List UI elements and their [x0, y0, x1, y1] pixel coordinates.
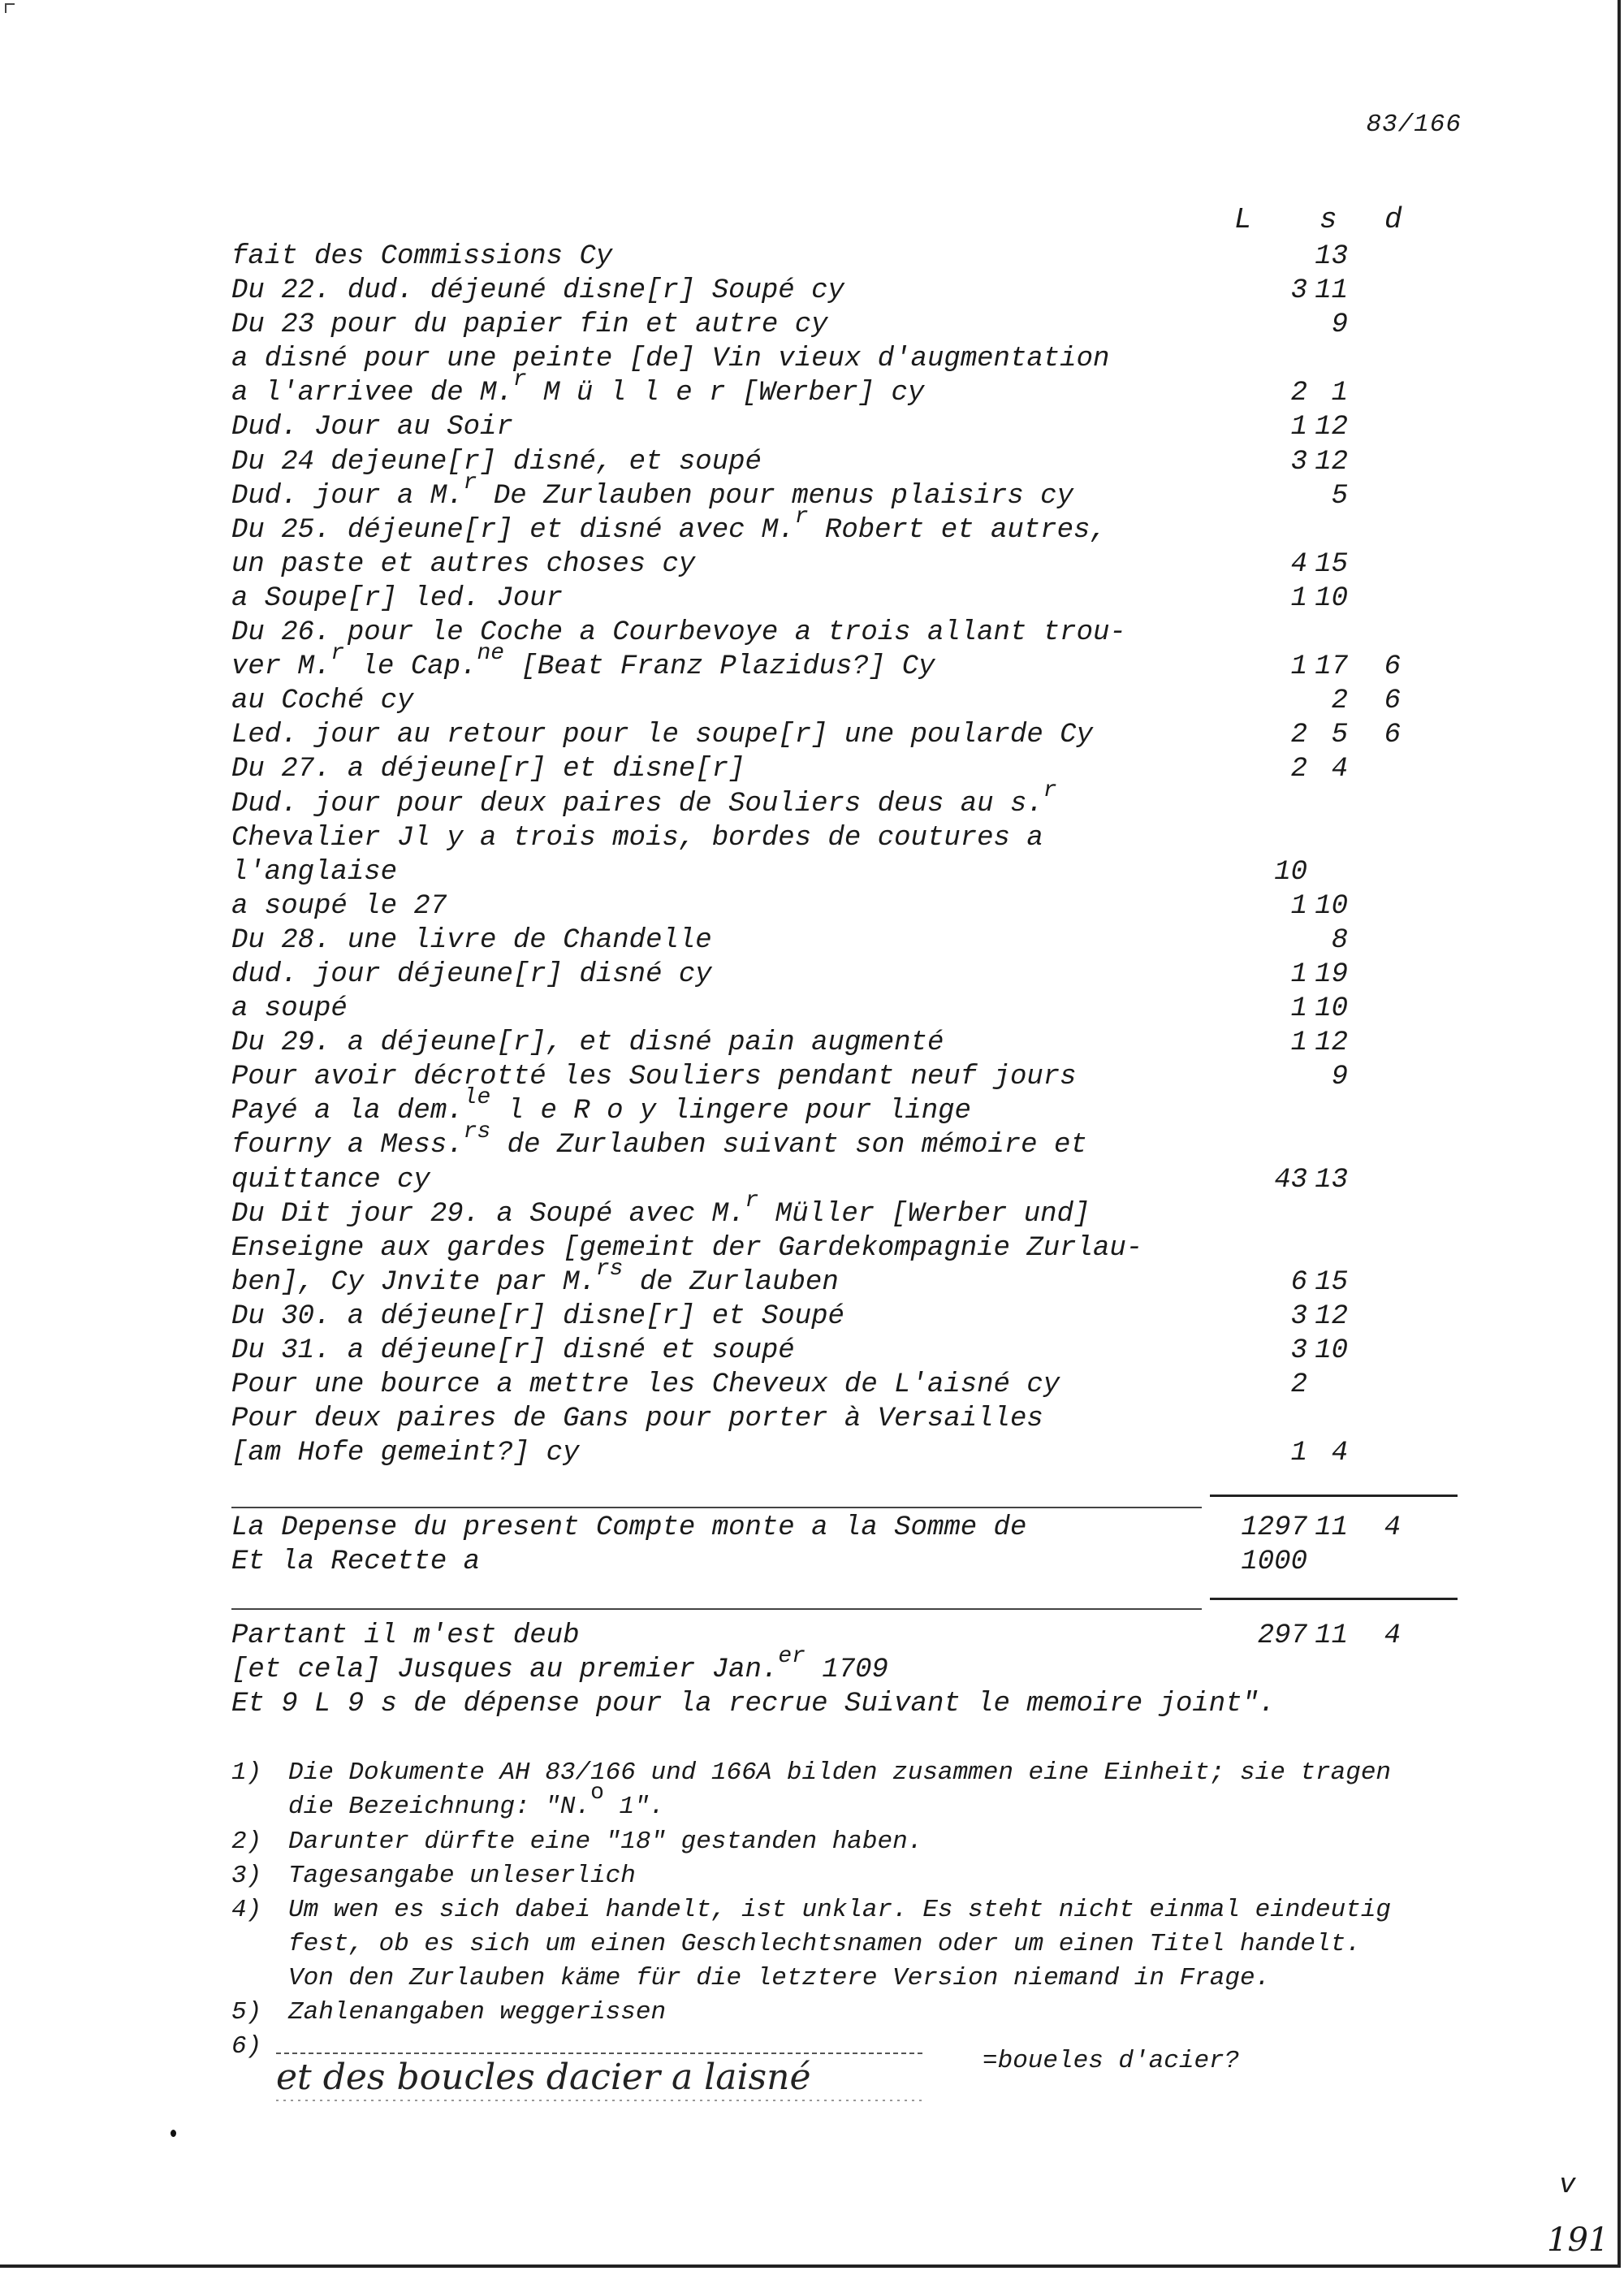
description-text: [Beat Franz Plazidus?] Cy — [504, 651, 935, 683]
ledger-description — [231, 583, 563, 614]
ledger-description — [231, 1062, 1077, 1092]
ledger-row — [231, 344, 1498, 378]
ledger-description — [231, 1301, 844, 1332]
description-text: l e R o y lingere pour linge — [490, 1096, 971, 1127]
ledger-description — [231, 241, 612, 272]
sum-rule-left-top — [231, 1507, 1202, 1508]
ledger-row — [231, 309, 1498, 344]
sum-rule-left-bottom — [231, 1608, 1202, 1610]
ledger-row — [231, 447, 1498, 481]
ledger-description — [231, 1256, 839, 1298]
livres-value: 2 — [1290, 754, 1307, 785]
footnote-number: 1) — [231, 1758, 262, 1787]
description-text: ver M. — [231, 651, 331, 683]
ledger-description — [231, 412, 513, 443]
header-sols: s — [1320, 203, 1337, 236]
sols-value: 5 — [1331, 480, 1348, 512]
description-text: de Zurlauben — [623, 1266, 839, 1298]
ledger-description — [231, 925, 712, 956]
livres-value: 4 — [1290, 548, 1307, 580]
ledger-description — [231, 447, 762, 478]
sols-value: 4 — [1331, 1438, 1348, 1469]
ledger-description — [231, 367, 925, 409]
sols-value: 1 — [1331, 378, 1348, 409]
sols-value: 19 — [1315, 958, 1348, 990]
superscript: r — [463, 469, 477, 495]
ledger-row — [231, 1062, 1498, 1096]
livres-value: 1 — [1290, 993, 1307, 1025]
ledger-description — [231, 275, 844, 306]
description-text: Dud. jour pour deux paires de Souliers deus au s. — [231, 788, 1043, 820]
ledger-row — [231, 241, 1498, 275]
ledger-description — [231, 891, 447, 922]
footnote-text: Die Dokumente AH 83/166 und 166A bilden zusammen eine Einheit; sie tragen — [288, 1758, 1392, 1787]
ledger-row — [231, 469, 1498, 515]
sols-value: 13 — [1315, 241, 1348, 272]
footnote-line — [231, 1927, 1531, 1962]
description-text: Enseigne aux gardes [gemeint der Gardekompagnie Zurlau- — [231, 1232, 1143, 1264]
description-text: Du 24 dejeune[r] disné, et soupé — [231, 446, 762, 478]
description-text: a soupé — [231, 993, 348, 1025]
livres-value: 1 — [1290, 651, 1307, 683]
ledger-row — [231, 1438, 1498, 1472]
ledger-description — [231, 469, 1073, 512]
footnote-text: Zahlenangaben weggerissen — [288, 1998, 667, 2027]
superscript: r — [330, 641, 345, 667]
sols-value: 10 — [1315, 582, 1348, 614]
ledger-row — [231, 275, 1498, 309]
pencil-page-number: 191 — [1547, 2221, 1609, 2259]
livres-value: 1 — [1290, 1438, 1307, 1469]
sum-rule-bottom — [1210, 1598, 1458, 1600]
superscript: r — [512, 367, 527, 393]
description-text: De Zurlauben pour menus plaisirs cy — [477, 480, 1073, 512]
description-text: a l'arrivee de M. — [231, 378, 513, 409]
description-text: Du Dit jour 29. a Soupé avec M. — [231, 1198, 745, 1230]
footnote-line — [231, 1996, 1531, 2030]
description-text: Led. jour au retour pour le soupe[r] une poularde Cy — [231, 720, 1093, 751]
description-text: de Zurlauben suivant son mémoire et — [490, 1130, 1087, 1161]
sols-value: 12 — [1315, 1300, 1348, 1332]
footnote-text: Von den Zurlauben käme für die letztere Version niemand in Frage. — [288, 1964, 1271, 1992]
sols-value: 13 — [1315, 1164, 1348, 1196]
ledger-row — [231, 549, 1498, 583]
description-text: Du 28. une livre de Chandelle — [231, 924, 712, 956]
description-text: quittance cy — [231, 1164, 430, 1196]
livres-value: 2 — [1290, 1369, 1307, 1401]
depense-livres: 1297 — [1241, 1512, 1307, 1543]
sols-value: 2 — [1331, 686, 1348, 717]
livres-value: 1 — [1290, 582, 1307, 614]
ledger-row — [231, 641, 1498, 686]
sols-value: 10 — [1315, 890, 1348, 922]
ledger-description — [231, 1085, 971, 1127]
recette-label: Et la Recette a — [231, 1546, 481, 1577]
footnote-number: 4) — [231, 1896, 262, 1924]
footnote-line — [231, 1962, 1531, 1996]
description-text: Dud. jour a M. — [231, 480, 464, 512]
livres-value: 3 — [1290, 1300, 1307, 1332]
margin-tick: v — [1559, 2170, 1576, 2201]
ledger-row — [231, 1085, 1498, 1130]
footnote-line — [231, 1756, 1531, 1790]
description-text: fourny a Mess. — [231, 1130, 464, 1161]
totals-block — [231, 1512, 1498, 1581]
recette-row — [231, 1546, 1498, 1581]
partant-sols: 11 — [1315, 1620, 1348, 1651]
ledger-row — [231, 993, 1498, 1027]
superscript: ne — [477, 641, 505, 667]
footnote-line — [231, 1893, 1531, 1927]
description-text: l'anglaise — [231, 856, 398, 888]
description-text: Pour deux paires de Gans pour porter à Versailles — [231, 1404, 1043, 1435]
ledger-row — [231, 857, 1498, 891]
description-text: Müller [Werber und] — [758, 1198, 1091, 1230]
description-text: Du 25. déjeune[r] et disné avec M. — [231, 514, 795, 546]
ledger-row — [231, 891, 1498, 925]
ledger-row — [231, 686, 1498, 720]
ledger-row — [231, 1301, 1498, 1335]
superscript: o — [590, 1780, 604, 1806]
ledger-description — [231, 1404, 1043, 1434]
sols-value: 15 — [1315, 1266, 1348, 1298]
livres-value: 1 — [1290, 412, 1307, 443]
sols-value: 10 — [1315, 1335, 1348, 1366]
livres-value: 10 — [1274, 856, 1307, 888]
description-text: Chevalier Jl y a trois mois, bordes de coutures a — [231, 822, 1043, 854]
superscript: r — [745, 1187, 759, 1213]
description-text: Payé a la dem. — [231, 1096, 464, 1127]
ledger-description — [231, 309, 828, 340]
recette-livres: 1000 — [1241, 1546, 1307, 1577]
description-text: ben], Cy Jnvite par M. — [231, 1266, 596, 1298]
stray-mark — [171, 2130, 176, 2137]
ledger-row — [231, 720, 1498, 754]
recrue-label: Et 9 L 9 s de dépense pour la recrue Suivant le memoire joint". — [231, 1689, 1276, 1719]
livres-value: 1 — [1290, 958, 1307, 990]
ledger-row — [231, 1187, 1498, 1233]
description-text: Du 22. dud. déjeuné disne[r] Soupé cy — [231, 275, 844, 307]
depense-row — [231, 1512, 1498, 1546]
sols-value: 10 — [1315, 993, 1348, 1025]
ledger-description — [231, 504, 1107, 546]
ledger-table — [231, 241, 1498, 1472]
partant-livres: 297 — [1257, 1620, 1307, 1651]
ledger-description — [231, 617, 1126, 648]
recrue-row — [231, 1689, 1498, 1723]
description-text: Du 26. pour le Coche a Courbevoye a trois allant trou- — [231, 617, 1126, 649]
ledger-description — [231, 754, 745, 785]
ledger-description — [231, 549, 695, 580]
ledger-description — [231, 1369, 1060, 1400]
superscript: r — [794, 504, 809, 530]
partant-label: Partant il m'est deub — [231, 1620, 580, 1651]
description-text: Robert et autres, — [808, 514, 1107, 546]
description-text: Pour avoir décrotté les Souliers pendant neuf jours — [231, 1062, 1077, 1093]
description-text: Du 31. a déjeune[r] disné et soupé — [231, 1335, 795, 1366]
superscript: r — [1043, 777, 1057, 803]
footnote-text: die Bezeichnung: "N. — [288, 1793, 591, 1821]
superscript: rs — [595, 1256, 624, 1282]
ledger-row — [231, 754, 1498, 788]
ledger-row — [231, 583, 1498, 617]
livres-value: 3 — [1290, 275, 1307, 307]
depense-label: La Depense du present Compte monte a la Somme de — [231, 1512, 1027, 1543]
footnote-number: 5) — [231, 1998, 262, 2027]
livres-value: 1 — [1290, 1027, 1307, 1059]
ledger-row — [231, 1233, 1498, 1267]
header-deniers: d — [1384, 203, 1402, 236]
sum-rule-top — [1210, 1495, 1458, 1497]
ledger-description — [231, 823, 1043, 854]
ledger-description — [231, 1187, 1091, 1230]
ledger-description — [231, 641, 935, 683]
ledger-description — [231, 344, 1109, 374]
deniers-value: 6 — [1384, 720, 1401, 751]
cela-superscript: er — [778, 1644, 806, 1669]
ledger-row — [231, 823, 1498, 857]
corner-mark — [5, 3, 15, 13]
description-text: le Cap. — [344, 651, 477, 683]
ledger-row — [231, 1119, 1498, 1164]
description-text: fait des Commissions Cy — [231, 241, 613, 272]
sols-value: 17 — [1315, 651, 1348, 683]
superscript: rs — [463, 1119, 491, 1145]
description-text: Du 27. a déjeune[r] et disne[r] — [231, 754, 745, 785]
footnote-text: fest, ob es sich um einen Geschlechtsnamen oder um einen Titel handelt. — [288, 1930, 1361, 1958]
depense-deniers: 4 — [1384, 1512, 1401, 1543]
ledger-description — [231, 1438, 579, 1469]
ledger-description — [231, 720, 1093, 751]
ledger-row — [231, 504, 1498, 549]
livres-value: 3 — [1290, 1335, 1307, 1366]
livres-value: 43 — [1274, 1164, 1307, 1196]
ledger-description — [231, 1335, 795, 1366]
livres-value: 2 — [1290, 720, 1307, 751]
depense-sols: 11 — [1315, 1512, 1348, 1543]
cela-label: [et cela] Jusques au premier Jan. — [231, 1655, 779, 1685]
sols-value: 4 — [1331, 754, 1348, 785]
ledger-row — [231, 1256, 1498, 1301]
footnote-text: Um wen es sich dabei handelt, ist unklar. Es steht nicht einmal eindeutig — [288, 1896, 1392, 1924]
footnote-text: Tagesangabe unleserlich — [288, 1862, 636, 1890]
livres-value: 1 — [1290, 890, 1307, 922]
handwritten-snippet-text: et des boucles dacier a laisné — [276, 2057, 811, 2098]
sols-value: 11 — [1315, 275, 1348, 307]
sols-value: 9 — [1331, 309, 1348, 341]
deniers-value: 6 — [1384, 651, 1401, 683]
ledger-description — [231, 686, 413, 716]
sols-value: 9 — [1331, 1062, 1348, 1093]
description-text: Du 30. a déjeune[r] disne[r] et Soupé — [231, 1300, 844, 1332]
ledger-row — [231, 1404, 1498, 1438]
footnote-line — [231, 1859, 1531, 1893]
description-text: Dud. Jour au Soir — [231, 412, 513, 443]
footnote-number: 6) — [231, 2032, 262, 2061]
sols-value: 12 — [1315, 412, 1348, 443]
ledger-row — [231, 777, 1498, 823]
sols-value: 12 — [1315, 1027, 1348, 1059]
description-text: a soupé le 27 — [231, 890, 447, 922]
ledger-description — [231, 1119, 1087, 1161]
ledger-row — [231, 925, 1498, 959]
description-text: un paste et autres choses cy — [231, 548, 696, 580]
handwritten-snippet — [260, 2047, 934, 2104]
ledger-description — [231, 959, 712, 990]
sols-value: 5 — [1331, 720, 1348, 751]
footnote-line — [231, 1825, 1531, 1859]
note6-gloss: =boueles d'acier? — [983, 2047, 1240, 2075]
partant-deniers: 4 — [1384, 1620, 1401, 1651]
footnote-text: 1". — [603, 1793, 665, 1821]
footnote-line — [231, 1780, 1531, 1825]
livres-value: 6 — [1290, 1266, 1307, 1298]
footnote-number: 3) — [231, 1862, 262, 1890]
ledger-description — [231, 1233, 1142, 1264]
ledger-description — [231, 777, 1057, 820]
description-text: a disné pour une peinte [de] Vin vieux d'augmentation — [231, 344, 1110, 375]
ledger-row — [231, 1027, 1498, 1062]
cela-row — [231, 1644, 1498, 1689]
header-livres: L — [1234, 203, 1252, 236]
description-text: [am Hofe gemeint?] cy — [231, 1438, 580, 1469]
ledger-row — [231, 617, 1498, 651]
description-text: M ü l l e r [Werber] cy — [526, 378, 925, 409]
cela-year: 1709 — [805, 1655, 888, 1685]
footnote-number: 2) — [231, 1828, 262, 1856]
deniers-value: 6 — [1384, 686, 1401, 717]
balance-block — [231, 1620, 1498, 1723]
description-text: Du 29. a déjeune[r], et disné pain augmenté — [231, 1027, 944, 1059]
description-text: au Coché cy — [231, 686, 414, 717]
footnote-text: Darunter dürfte eine "18" gestanden haben. — [288, 1828, 923, 1856]
ledger-row — [231, 367, 1498, 412]
description-text: Du 23 pour du papier fin et autre cy — [231, 309, 828, 341]
ledger-row — [231, 1369, 1498, 1404]
sols-value: 15 — [1315, 548, 1348, 580]
sols-value: 8 — [1331, 924, 1348, 956]
description-text: dud. jour déjeune[r] disné cy — [231, 958, 712, 990]
sols-value: 12 — [1315, 446, 1348, 478]
partant-row — [231, 1620, 1498, 1655]
ledger-row — [231, 1335, 1498, 1369]
description-text: a Soupe[r] led. Jour — [231, 582, 564, 614]
livres-value: 3 — [1290, 446, 1307, 478]
ledger-description — [231, 857, 397, 888]
ledger-row — [231, 1165, 1498, 1199]
ledger-description — [231, 1027, 944, 1058]
document-reference: 83/166 — [1366, 110, 1462, 139]
superscript: le — [463, 1085, 491, 1111]
ledger-description — [231, 993, 348, 1024]
ledger-row — [231, 412, 1498, 446]
livres-value: 2 — [1290, 378, 1307, 409]
ledger-row — [231, 959, 1498, 993]
description-text: Pour une bource a mettre les Cheveux de L'aisné cy — [231, 1369, 1060, 1401]
ledger-description — [231, 1165, 430, 1196]
